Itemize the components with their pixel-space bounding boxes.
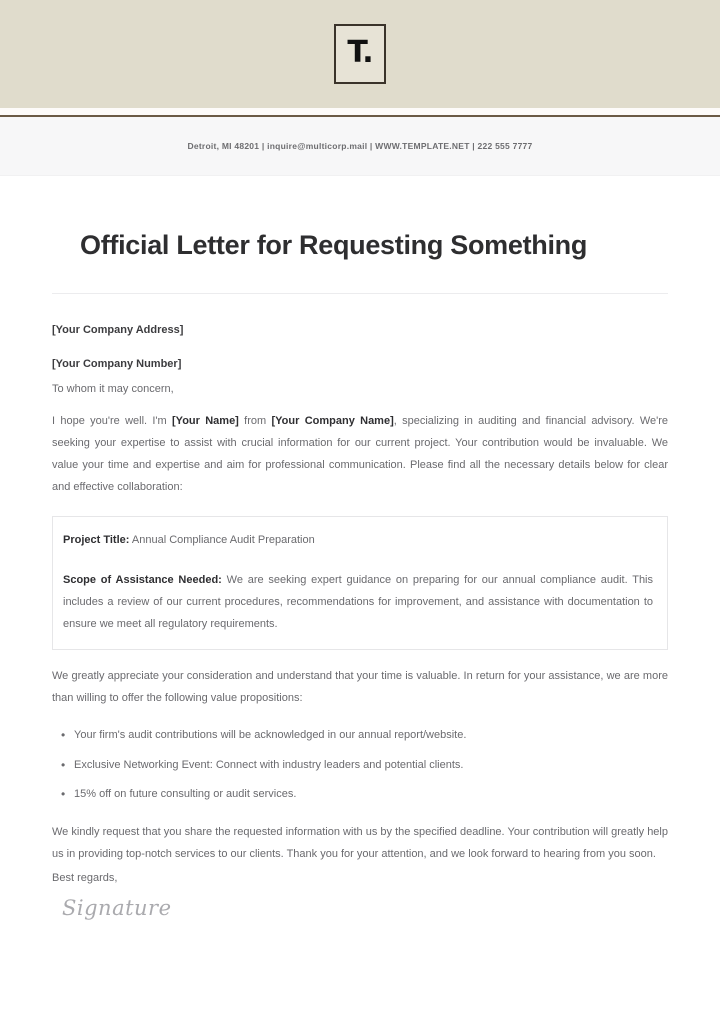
- brand-monogram-glyph: T.: [347, 35, 373, 70]
- intro-text-part-3: , specializing in auditing and financial advisory. We're seeking your expertise to assist with crucial information for our current project. Your contribution would be invaluable. We value your time and expertise and aim for professional communication. Please find all the necessary details below for clear and effective collaboration:: [52, 415, 669, 494]
- letter-body: [0, 230, 720, 920]
- closing-paragraph: We kindly request that you share the requested information with us by the specified deadline. Your contribution will greatly help us in providing top-notch services to our clients. Thank you for your attention, and we look forward to hearing from you soon.: [52, 825, 668, 860]
- value-propositions-list: [52, 727, 668, 803]
- company-number-placeholder: [Your Company Number]: [52, 358, 182, 371]
- salutation-line: To whom it may concern,: [52, 383, 174, 396]
- appreciation-paragraph: We greatly appreciate your consideration and understand that your time is valuable. In return for your assistance, we are more than willing to offer the following value propositions:: [52, 670, 668, 705]
- list-item: • 15% off on future consulting or audit services.: [74, 786, 668, 803]
- list-item: • Exclusive Networking Event: Connect with industry leaders and potential clients.: [74, 757, 668, 774]
- your-name-placeholder: [Your Name]: [172, 415, 239, 428]
- scope-value: We are seeking expert guidance on preparing for our annual compliance audit. This includes a review of our current procedures, recommendations for improvement, and assistance with documentation to ensure we meet all regulatory requirements.: [63, 574, 654, 631]
- project-title-value: Annual Compliance Audit Preparation: [129, 534, 315, 547]
- project-details-box: [52, 516, 668, 650]
- contact-info-band: [0, 117, 720, 176]
- company-address-placeholder: [Your Company Address]: [52, 324, 184, 337]
- signoff-line: Best regards,: [52, 871, 118, 884]
- project-title-row: [63, 529, 653, 551]
- scope-row: [63, 569, 653, 635]
- list-item: • Your firm's audit contributions will be acknowledged in our annual report/website.: [74, 727, 668, 744]
- company-name-placeholder: [Your Company Name]: [271, 415, 394, 428]
- letterhead-gap-strip: [0, 108, 720, 115]
- intro-text-part-2: from: [238, 415, 272, 428]
- page-title: Official Letter for Requesting Something: [80, 230, 588, 260]
- intro-text-part-1: I hope you're well. I'm: [52, 415, 173, 428]
- intro-paragraph: [52, 410, 668, 498]
- scope-label: Scope of Assistance Needed:: [63, 574, 222, 587]
- contact-info-line: Detroit, MI 48201 | inquire@multicorp.mail | WWW.TEMPLATE.NET | 222 555 7777: [187, 141, 533, 151]
- project-title-label: Project Title:: [63, 534, 130, 547]
- letterhead-band: [0, 0, 720, 108]
- brand-monogram-icon: [334, 24, 386, 84]
- signature-mark: Signature: [62, 895, 172, 920]
- title-divider: [52, 293, 668, 294]
